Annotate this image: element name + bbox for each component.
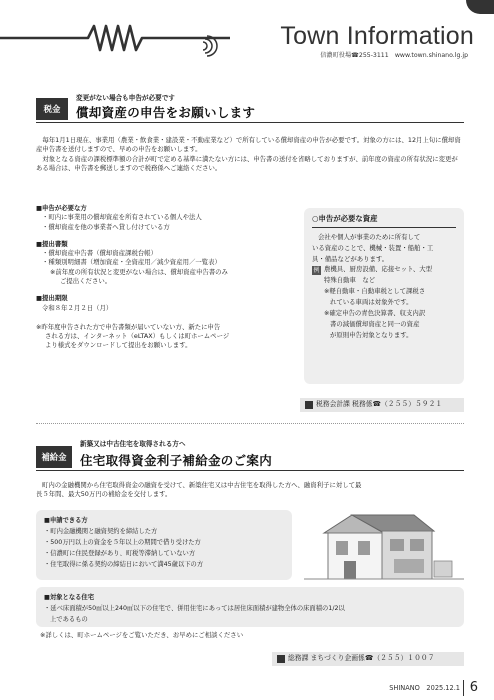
eligible-box: [36, 510, 292, 580]
required-assets-desc: いる資産のことで、機械・装置・船舶・工: [312, 243, 434, 252]
tax-details: [36, 204, 298, 351]
department-icon: [305, 401, 313, 409]
page-section-title: Town Information: [278, 18, 476, 54]
etax-note: される方は、インターネット（eLTAX）もしくは町ホームページ: [45, 332, 230, 341]
corner-tab: [466, 0, 494, 14]
target-item: ・延べ床面積が50㎡以上240㎡以下の住宅で、併用住宅にあっては居住床面積が建物全体の床面積の1/2以: [44, 605, 345, 613]
housing-more-note: ※詳しくは、町ホームページをご覧いただき、お早めにご相談ください: [40, 631, 244, 639]
eligible-item: ・町内金融機関と融資契約を締結した方: [44, 528, 158, 536]
box-note: が原則申告対象となります。: [330, 330, 413, 339]
tax-title-rule: [36, 122, 464, 123]
required-assets-box: [304, 208, 464, 384]
housing-title-rule: [36, 470, 464, 471]
housing-contact: 総務課 まちづくり企画係☎（２５５）１００７: [288, 654, 435, 663]
category-tag-tax: 税金: [36, 98, 68, 120]
housing-headline: 住宅取得資金利子補給金のご案内: [80, 453, 273, 468]
issue-date: SHINANO 2025.12.1: [389, 684, 460, 692]
docs-heading: ■提出書類: [36, 239, 68, 248]
eligible-item: ・住宅取得に係る契約の締結日において満45歳以下の方: [44, 561, 204, 569]
tax-intro-paragraph: 毎年1月1日現在、事業用（農業・飲食業・建設業・不動産業など）で所有している償却資産の申告が必要です。対象の方には、12月上旬に償却資産申告書を送付しますので、早めの申告をお願いします。: [36, 136, 461, 154]
deadline-heading: ■提出期限: [36, 294, 68, 303]
etax-note: より様式をダウンロードして提出をお願いします。: [45, 341, 192, 350]
docs-note: ※前年度の所有状況と変更がない場合は、償却資産申告書のみ: [50, 267, 228, 276]
box-note: 書の減価償却資産と同一の資産: [330, 319, 420, 328]
tax-intro-paragraph: 対象となる資産の課税標準額の合計が町で定める基準に満たない方には、申告書の送付を省略しておりますが、前年度の資産の所有状況に変更がある場合は、申告書を郵送しますので税務係へご連絡ください。: [36, 154, 458, 172]
required-assets-desc: 会社や個人が事業のために所有して: [318, 232, 421, 241]
etax-note: ※昨年度申告された方で申告書類が届いていない方、新たに申告: [36, 322, 221, 331]
page-number: 6: [463, 680, 478, 696]
page-header: [0, 0, 494, 78]
docs-note: ご提出ください。: [60, 276, 112, 285]
page-footer: [0, 678, 494, 700]
required-assets-desc: 具・備品などがあります。: [312, 254, 389, 263]
target-heading: ■対象となる住宅: [44, 594, 95, 601]
who-item: ・償却資産を他の事業者へ貸し付けている方: [42, 222, 170, 231]
tax-contact: 税務会計課 税務係☎（２５５）５９２１: [316, 400, 443, 409]
housing-contact-bar: [272, 652, 464, 666]
example-row: [312, 264, 456, 275]
example-badge: 例: [313, 266, 320, 274]
category-tag-subsidy: 補給金: [36, 446, 72, 468]
tax-headline: 償却資産の申告をお願いします: [76, 105, 256, 120]
eligible-heading: ■申請できる方: [44, 517, 88, 524]
example-text: 特殊自動車 など: [324, 276, 376, 285]
housing-intro: [36, 481, 464, 500]
eligible-item: ・500万円以上の資金を５年以上の期間で借り受けた方: [44, 539, 201, 547]
section-divider: [36, 423, 464, 424]
tax-kicker: 変更がない場合も申告が必要です: [76, 94, 175, 102]
example-text: 農機具、厨房設備、応接セット、大型: [324, 265, 433, 274]
deadline-date: 令和８年２月２日（月）: [42, 303, 113, 312]
box-note: ※確定申告の青色決算書、収支内訳: [324, 309, 426, 318]
docs-item: ・種類別明細書（増加資産・全資産用／減少資産用／一覧表）: [42, 258, 221, 267]
tax-contact-bar: [300, 398, 464, 412]
target-housing-box: [36, 587, 464, 627]
department-icon: [277, 655, 285, 663]
target-item: 上であるもの: [50, 616, 88, 624]
tax-intro: [36, 136, 464, 173]
house-illustration: [304, 505, 464, 585]
box-note: れている車両は対象外です。: [330, 298, 413, 307]
town-office-contact: 信濃町役場☎255-3111 www.town.shinano.lg.jp: [320, 52, 468, 59]
housing-kicker: 新築又は中古住宅を取得される方へ: [80, 440, 186, 448]
required-assets-title: ○申告が必要な資産: [312, 214, 456, 228]
housing-intro-line: 長５年間、最大50万円の補給金を交付します。: [36, 490, 172, 499]
docs-item: ・償却資産申告書（償却資産課税台帳）: [42, 249, 158, 258]
housing-intro-line: 町内の金融機関から住宅取得資金の融資を受けて、新築住宅又は中古住宅を取得した方へ、融資利子に対して最: [42, 481, 362, 489]
box-note: ※軽自動車・自動車税として課税さ: [324, 287, 426, 296]
who-item: ・町内に事業用の償却資産を所有されている個人や法人: [42, 213, 202, 222]
eligible-item: ・信濃町に住民登録があり、町税等滞納していない方: [44, 550, 196, 558]
who-heading: ■申告が必要な方: [36, 204, 87, 212]
